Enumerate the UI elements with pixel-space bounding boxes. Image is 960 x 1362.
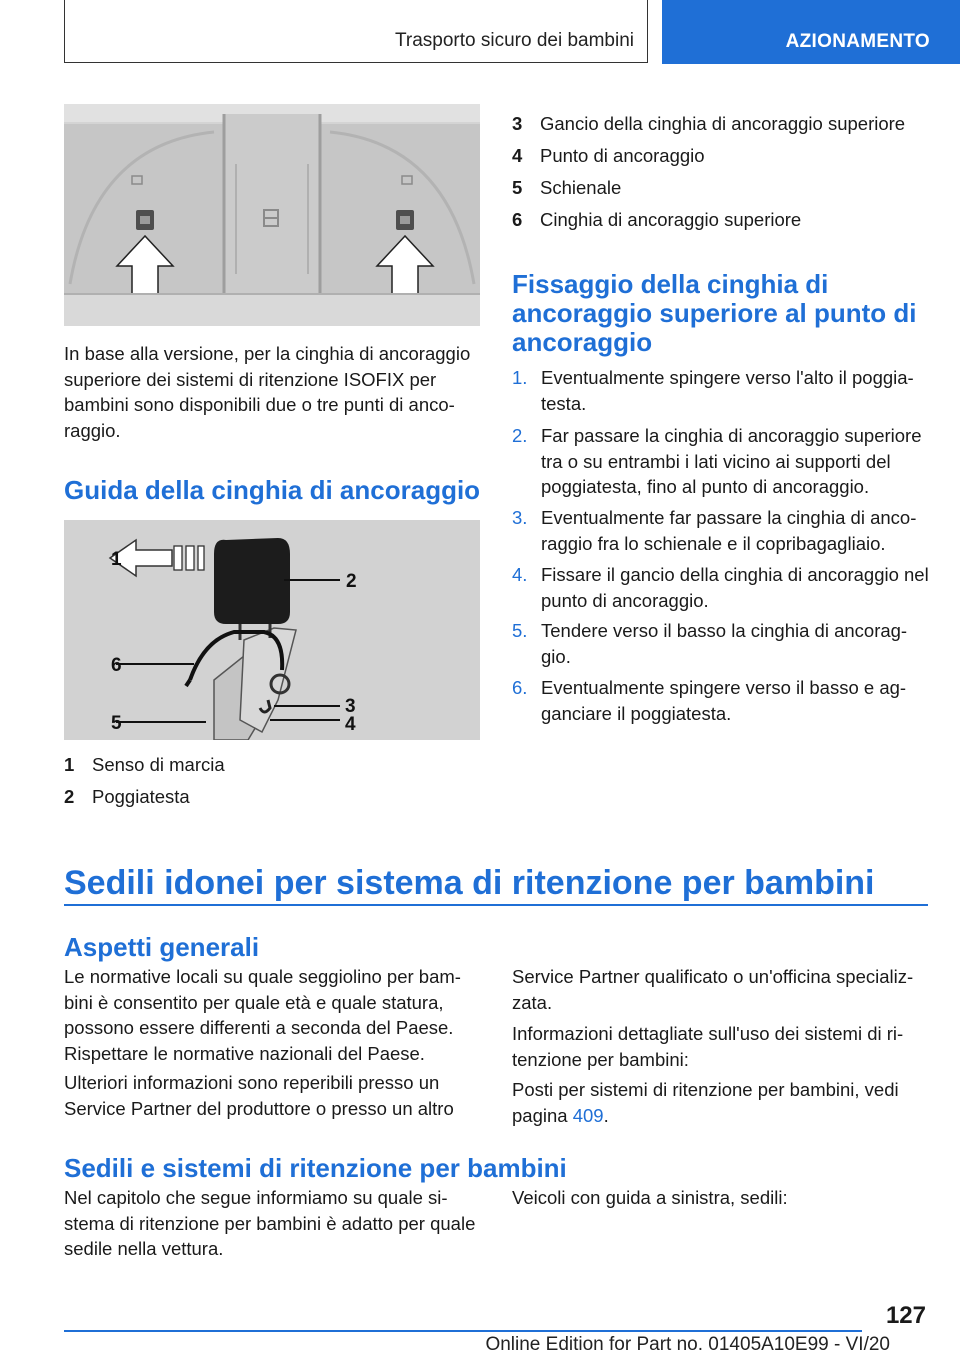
figure-label-4: 4 xyxy=(345,714,356,735)
general-paragraph-2: Ulteriori informazioni sono reperibili presso un Service Partner del produttore o presso un altro xyxy=(64,1072,454,1119)
step-text: Far passare la cinghia di ancoraggio superiore tra o su entrambi i lati vicino ai supporti del poggiatesta, fino al punto di ancoraggio. xyxy=(541,425,922,497)
step-item xyxy=(512,618,932,669)
step-number: 2. xyxy=(512,425,528,446)
page-number: 127 xyxy=(885,1302,926,1329)
step-text: Fissare il gancio della cinghia di ancoraggio nel punto di ancoraggio. xyxy=(541,564,929,611)
step-item xyxy=(512,423,932,500)
section-heading: Sedili idonei per sistema di ritenzione per bambini xyxy=(64,864,875,902)
section-rule xyxy=(64,904,928,906)
legend-text: Gancio della cinghia di ancoraggio superiore xyxy=(540,113,906,134)
footer-rule xyxy=(64,1330,862,1332)
legend-text: Poggiatesta xyxy=(92,786,190,807)
subheading-seats: Sedili e sistemi di ritenzione per bambini xyxy=(64,1153,567,1183)
legend-text: Schienale xyxy=(540,177,622,198)
legend-number: 6 xyxy=(512,209,523,230)
subheading-general: Aspetti generali xyxy=(64,932,260,962)
legend-text: Cinghia di ancoraggio superiore xyxy=(540,209,802,230)
step-number: 3. xyxy=(512,507,528,528)
legend-text: Punto di ancoraggio xyxy=(540,145,705,166)
chapter-tab[interactable] xyxy=(662,0,960,64)
general-paragraph-3: Service Partner qualificato o un'officina specializ-zata. xyxy=(512,966,914,1013)
step-number: 5. xyxy=(512,620,528,641)
step-item xyxy=(512,675,932,726)
step-item xyxy=(512,505,932,556)
step-text: Eventualmente spingere verso l'alto il poggia-testa. xyxy=(541,367,914,414)
section-title: Trasporto sicuro dei bambini xyxy=(394,30,634,51)
seats-paragraph-right: Veicoli con guida a sinistra, sedili: xyxy=(512,1187,788,1208)
figure-label-6: 6 xyxy=(111,655,122,676)
seats-paragraph-left: Nel capitolo che segue informiamo su quale si-stema di ritenzione per bambini è adatto per quale sedile nella vettura. xyxy=(64,1187,476,1259)
general-paragraph-5 xyxy=(512,1077,932,1128)
legend-number: 3 xyxy=(512,113,523,134)
step-text: Eventualmente far passare la cinghia di anco-raggio fra lo schienale e il copribagagliaio. xyxy=(541,507,917,554)
legend-number: 1 xyxy=(64,754,75,775)
figure-label-3: 3 xyxy=(345,696,356,717)
general-paragraph-1: Le normative locali su quale seggiolino per bam-bini è consentito per quale età e quale statura, possono essere differenti a seconda del Paese. Rispettare le normative nazionali del Paese. xyxy=(64,966,461,1064)
step-text: Tendere verso il basso la cinghia di ancorag-gio. xyxy=(541,620,908,667)
cross-reference-text: Posti per sistemi di ritenzione per bambini, vedi pagina xyxy=(512,1079,899,1126)
chapter-tab-label: AZIONAMENTO xyxy=(785,31,930,52)
heading-strap-fixing: Fissaggio della cinghia di ancoraggio superiore al punto di ancoraggio xyxy=(512,269,917,357)
general-paragraph-4: Informazioni dettagliate sull'uso dei sistemi di ri-tenzione per bambini: xyxy=(512,1023,904,1070)
page-link-409[interactable]: 409 xyxy=(572,1104,604,1126)
step-number: 1. xyxy=(512,367,528,388)
step-text: Eventualmente spingere verso il basso e ag-ganciare il poggiatesta. xyxy=(541,677,907,724)
legend-number: 4 xyxy=(512,145,523,166)
step-item xyxy=(512,562,932,613)
edition-footer: Online Edition for Part no. 01405A10E99 - VI/20 xyxy=(485,1334,890,1355)
figure-label-5: 5 xyxy=(111,713,122,734)
heading-strap-guide: Guida della cinghia di ancoraggio xyxy=(64,475,481,505)
step-item xyxy=(512,365,932,416)
figure-label-1: 1 xyxy=(111,549,122,570)
step-number: 6. xyxy=(512,677,528,698)
legend-number: 2 xyxy=(64,786,75,807)
cross-reference-end: . xyxy=(603,1104,609,1126)
figure-label-2: 2 xyxy=(346,571,357,592)
strap-guide-illustration xyxy=(64,520,480,740)
legend-number: 5 xyxy=(512,177,523,198)
legend-text: Senso di marcia xyxy=(92,754,225,775)
intro-paragraph: In base alla versione, per la cinghia di ancoraggio superiore dei sistemi di ritenzione ISOFIX per bambini sono disponibili due o tre punti di anco-raggio. xyxy=(64,343,471,441)
isofix-anchor-points-illustration xyxy=(64,104,480,326)
step-number: 4. xyxy=(512,564,528,585)
